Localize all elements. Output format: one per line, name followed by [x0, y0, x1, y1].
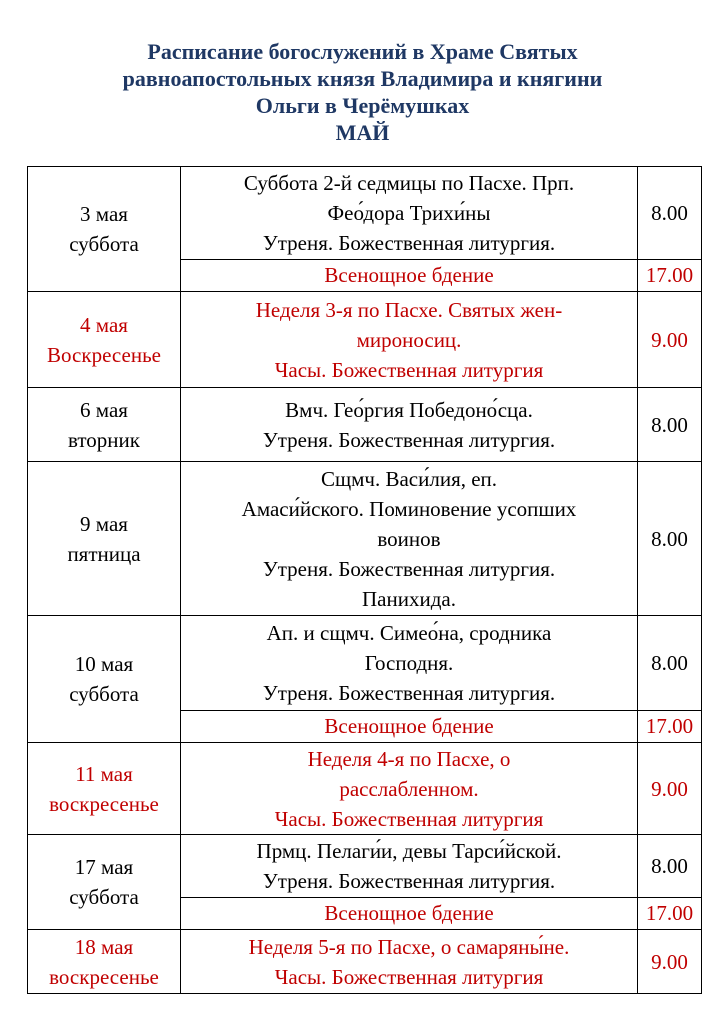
date-label: 3 мая	[80, 202, 128, 226]
time-cell: 9.00	[638, 930, 702, 994]
service-line: Суббота 2-й седмицы по Пасхе. Прп.	[243, 170, 575, 195]
date-cell	[28, 167, 181, 292]
service-line: Фео́дора Трихи́ны	[327, 200, 491, 225]
service-line: Утреня. Божественная литургия.	[262, 230, 556, 255]
service-cell	[181, 167, 638, 260]
weekday-label: вторник	[68, 427, 140, 452]
service-line: Неделя 3-я по Пасхе. Святых жен-	[255, 297, 563, 322]
date-cell	[28, 388, 181, 462]
service-line: Господня.	[364, 650, 454, 675]
service-cell	[181, 743, 638, 835]
vigil-cell: Всенощное бдение	[181, 897, 638, 929]
vigil-cell: Всенощное бдение	[181, 259, 638, 291]
service-cell	[181, 616, 638, 711]
date-label: 9 мая	[80, 511, 128, 536]
month-heading: МАЙ	[335, 120, 390, 145]
service-line: Утреня. Божественная литургия.	[262, 556, 556, 581]
date-label: 4 мая	[80, 312, 128, 337]
table-row	[28, 388, 702, 462]
vigil-time-cell: 17.00	[638, 259, 702, 291]
date-cell	[28, 930, 181, 994]
table-row	[28, 835, 702, 898]
date-cell	[28, 616, 181, 743]
date-label: 11 мая	[75, 761, 133, 786]
vigil-cell: Всенощное бдение	[181, 710, 638, 742]
service-line: Ап. и сщмч. Симео́на, сродника	[266, 620, 552, 645]
date-label: 6 мая	[80, 397, 128, 422]
date-label: 18 мая	[74, 934, 134, 959]
service-line: расслабленном.	[339, 776, 479, 801]
time-cell: 9.00	[638, 292, 702, 388]
time-cell: 8.00	[638, 388, 702, 462]
service-line: Панихида.	[362, 586, 456, 611]
vigil-time-cell: 17.00	[638, 710, 702, 742]
schedule-table	[27, 166, 702, 994]
weekday-label: воскресенье	[49, 791, 159, 816]
service-line: Неделя 5-я по Пасхе, о самаряны́не.	[248, 934, 570, 959]
service-cell	[181, 388, 638, 462]
date-label: 10 мая	[74, 652, 134, 676]
service-line: Амаси́йского. Поминовение усопших	[241, 496, 577, 521]
service-line: Неделя 4-я по Пасхе, о	[307, 746, 511, 771]
weekday-label: воскресенье	[49, 964, 159, 989]
service-line: Прмц. Пелаги́и, девы Тарси́йской.	[256, 838, 562, 863]
title-line: Ольги в Черёмушках	[255, 93, 470, 118]
service-line: воинов	[377, 526, 441, 551]
service-line: Сщмч. Васи́лия, еп.	[320, 466, 498, 491]
service-line: Часы. Божественная литургия	[274, 806, 544, 831]
service-line: Вмч. Гео́ргия Победоно́сца.	[285, 397, 533, 422]
time-cell: 9.00	[638, 743, 702, 835]
table-row	[28, 743, 702, 835]
service-cell	[181, 292, 638, 388]
vigil-time-cell: 17.00	[638, 897, 702, 929]
weekday-label: Воскресенье	[47, 342, 161, 367]
date-cell	[28, 835, 181, 930]
service-cell	[181, 462, 638, 616]
service-line: Утреня. Божественная литургия.	[262, 427, 556, 452]
date-cell	[28, 743, 181, 835]
service-line: Утреня. Божественная литургия.	[262, 868, 556, 893]
time-cell: 8.00	[638, 616, 702, 711]
weekday-label: пятница	[67, 541, 141, 566]
table-row	[28, 616, 702, 711]
time-cell: 8.00	[638, 462, 702, 616]
service-line: Часы. Божественная литургия	[274, 357, 544, 382]
time-cell: 8.00	[638, 167, 702, 260]
title-line: равноапостольных князя Владимира и княгини	[122, 66, 603, 91]
date-cell	[28, 292, 181, 388]
table-row	[28, 930, 702, 994]
table-row	[28, 292, 702, 388]
service-cell	[181, 835, 638, 898]
weekday-label: суббота	[69, 885, 139, 909]
weekday-label: суббота	[69, 232, 139, 256]
page-title	[0, 38, 725, 146]
service-line: мироносиц.	[356, 327, 462, 352]
service-line: Часы. Божественная литургия	[274, 964, 544, 989]
table-row	[28, 167, 702, 260]
weekday-label: суббота	[69, 682, 139, 706]
date-label: 17 мая	[74, 855, 134, 879]
service-cell	[181, 930, 638, 994]
time-cell: 8.00	[638, 835, 702, 898]
service-line: Утреня. Божественная литургия.	[262, 680, 556, 705]
title-line: Расписание богослужений в Храме Святых	[147, 39, 578, 64]
date-cell	[28, 462, 181, 616]
table-row	[28, 462, 702, 616]
